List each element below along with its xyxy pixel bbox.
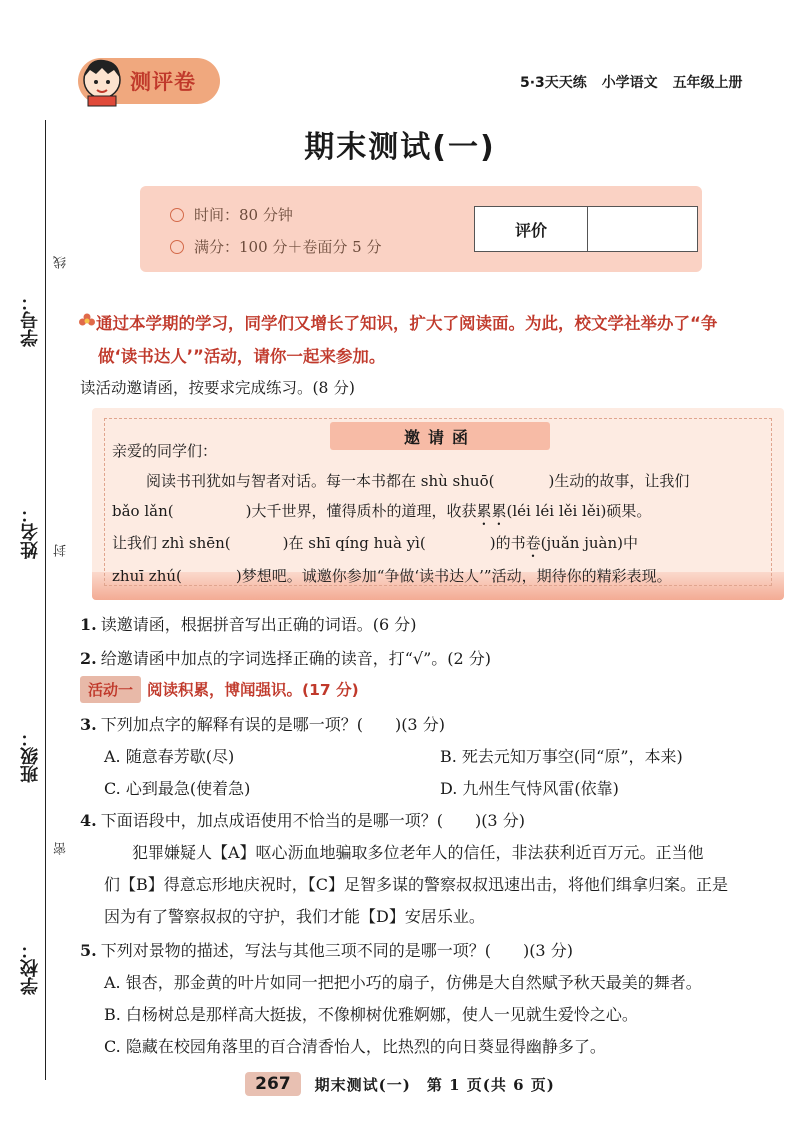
evaluation-field[interactable] [588, 207, 697, 251]
q5-option-a[interactable]: A. 银杏，那金黄的叶片如同一把把小巧的扇子，仿佛是大自然赋予秋天最美的舞者。 [104, 973, 702, 992]
activity-title: 阅读积累，博闻强识。(17 分) [147, 681, 359, 699]
header-series [520, 72, 753, 92]
header-badge-label: 测评卷 [130, 70, 196, 94]
question-text: 下列加点字的解释有误的是哪一项？( )(3 分) [100, 715, 445, 734]
q5-option-b[interactable]: B. 白杨树总是那样高大挺拔，不像柳树优雅婀娜，使人一见就生爱怜之心。 [104, 1005, 638, 1024]
flower-icon [78, 312, 96, 330]
time-text: 时间：80 分钟 [194, 206, 293, 224]
question-1 [80, 612, 416, 635]
question-2 [80, 646, 491, 669]
invitation-line-4 [112, 565, 672, 586]
question-number: 4. [80, 811, 97, 830]
question-4 [80, 808, 525, 831]
question-number: 2. [80, 649, 97, 668]
invitation-title: 邀请函 [403, 428, 476, 447]
footer-text: 期末测试(一) 第 1 页(共 6 页) [314, 1075, 555, 1094]
evaluation-label: 评价 [475, 207, 588, 251]
evaluation-table [474, 206, 698, 252]
binding-seal-mark: 封 [54, 544, 69, 557]
invite-text: 让我们 zhì shēn( [112, 534, 231, 552]
invite-text: (juǎn juàn)中 [540, 534, 638, 552]
school-label: 学校： [20, 941, 41, 995]
dotted-word: 卷 [525, 534, 541, 552]
question-number: 1. [80, 615, 97, 634]
page-footer [0, 1072, 800, 1096]
invite-text: 阅读书刊犹如与智者对话。每一本书都在 shù shuō( [146, 472, 495, 490]
invitation-line-3 [112, 532, 638, 561]
q4-passage-line-2: 们【B】得意忘形地庆祝时，【C】足智多谋的警察叔叔迅速出击，将他们缉拿归案。正是 [104, 875, 729, 894]
class-label: 班级： [20, 729, 41, 783]
invite-text: )梦想吧。诚邀你参加“争做‘读书达人’”活动，期待你的精彩表现。 [235, 567, 672, 585]
q4-passage-line-3: 因为有了警察叔叔的守护，我们才能【D】安居乐业。 [104, 907, 485, 926]
binding-line [45, 120, 46, 1080]
student-id-label: 学号： [20, 293, 41, 347]
series-name: 5·3天天练 [520, 75, 587, 91]
question-3 [80, 712, 445, 735]
invite-text: )的书 [489, 534, 526, 552]
invitation-line-1 [146, 470, 689, 491]
intro-line-1: 通过本学期的学习，同学们又增长了知识，扩大了阅读面。为此，校文学社举办了“争 [96, 314, 718, 333]
check-circle-icon [170, 240, 184, 254]
invitation-greeting: 亲爱的同学们： [112, 442, 218, 460]
score-info [170, 236, 381, 257]
q3-option-c[interactable]: C. 心到最急(使着急) [104, 779, 251, 798]
invite-text: )生动的故事，让我们 [548, 472, 690, 490]
question-number: 3. [80, 715, 97, 734]
page-title: 期末测试(一) [304, 130, 496, 165]
invite-text: )在 shī qíng huà yì( [282, 534, 426, 552]
dotted-word: 累累 [476, 502, 507, 520]
page-number: 267 [245, 1072, 301, 1096]
q3-option-b[interactable]: B. 死去元知万事空(同“原”，本来) [440, 747, 683, 766]
q3-option-d[interactable]: D. 九州生气恃风雷(依靠) [440, 779, 619, 798]
binding-secret-mark: 密 [54, 842, 69, 855]
q3-option-a[interactable]: A. 随意春芳歇(尽) [104, 747, 235, 766]
question-text: 下面语段中，加点成语使用不恰当的是哪一项？( )(3 分) [100, 811, 525, 830]
question-text: 下列对景物的描述，写法与其他三项不同的是哪一项？( )(3 分) [100, 941, 573, 960]
invite-text: )大千世界，懂得质朴的道理，收获 [245, 502, 477, 520]
grade-name: 五年级上册 [672, 75, 743, 91]
activity-tag: 活动一 [80, 676, 141, 703]
question-text: 读邀请函，根据拼音写出正确的词语。(6 分) [100, 615, 417, 634]
q4-passage-line-1: 犯罪嫌疑人【A】呕心沥血地骗取多位老年人的信任，非法获利近百万元。正当他 [132, 843, 704, 862]
activity-header [80, 676, 359, 702]
instruction-text: 读活动邀请函，按要求完成练习。(8 分) [80, 379, 355, 397]
subject-name: 小学语文 [601, 75, 658, 91]
binding-line-mark: 线 [54, 256, 69, 269]
clock-icon [170, 208, 184, 222]
cartoon-student-icon [80, 52, 124, 108]
question-text: 给邀请函中加点的字词选择正确的读音，打“√”。(2 分) [100, 649, 492, 668]
q5-option-c[interactable]: C. 隐藏在校园角落里的百合清香怡人，比热烈的向日葵显得幽静多了。 [104, 1037, 606, 1056]
invitation-line-2 [112, 500, 651, 529]
score-text: 满分：100 分＋卷面分 5 分 [194, 238, 382, 256]
question-5 [80, 938, 573, 961]
name-label: 姓名： [20, 505, 41, 559]
invite-text: bǎo lǎn( [112, 502, 174, 520]
time-info [170, 204, 293, 225]
invite-text: zhuī zhú( [112, 567, 182, 585]
invite-text: (léi léi lěi lěi)硕果。 [506, 502, 652, 520]
question-number: 5. [80, 941, 97, 960]
intro-line-2: 做‘读书达人’”活动，请你一起来参加。 [98, 347, 386, 366]
